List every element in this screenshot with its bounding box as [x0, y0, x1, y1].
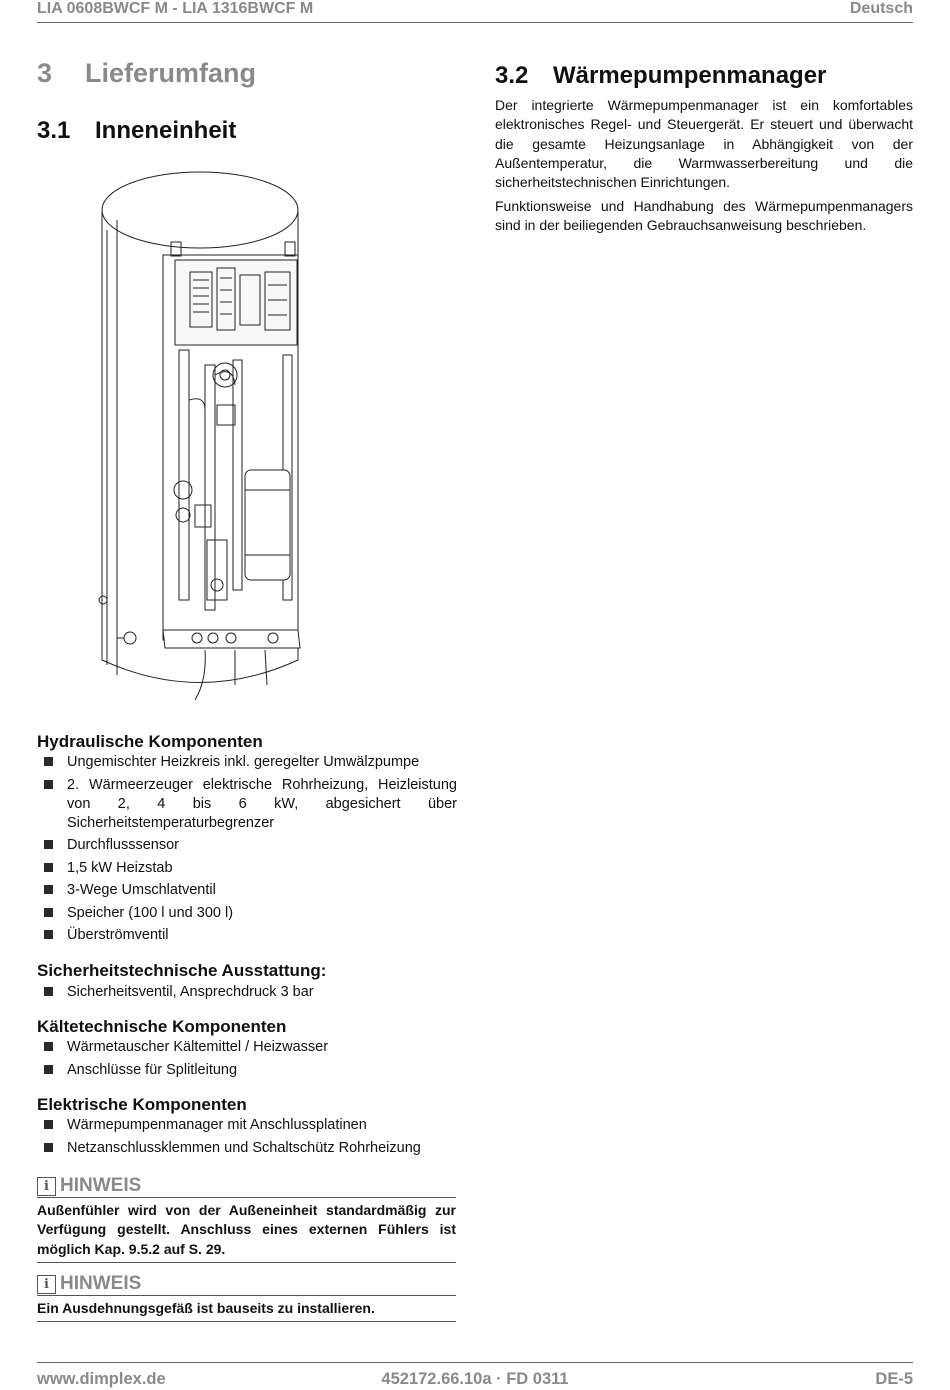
group-hydraulic-title: Hydraulische Komponenten	[37, 732, 263, 751]
list-item: Ungemischter Heizkreis inkl. geregelter Umwälzpumpe	[37, 753, 457, 772]
chapter-number: 3	[37, 58, 53, 88]
notice-title: HINWEIS	[60, 1175, 142, 1196]
chapter-heading	[37, 58, 256, 89]
notice-title-row	[37, 1273, 456, 1295]
bullet-icon	[44, 908, 53, 917]
group-refrigeration-list	[37, 1038, 457, 1083]
bullet-icon	[44, 757, 53, 766]
bullet-icon	[44, 1143, 53, 1152]
chapter-title: Lieferumfang	[85, 58, 257, 88]
info-icon: i	[37, 1177, 56, 1196]
bullet-icon	[44, 1120, 53, 1129]
footer-website-link[interactable]: www.dimplex.de	[37, 1370, 166, 1388]
list-item: Wärmepumpenmanager mit Anschlussplatinen	[37, 1116, 457, 1135]
bullet-icon	[44, 885, 53, 894]
section-3-2-paragraph-2: Funktionsweise und Handhabung des Wärmepumpenmanagers sind in der beiliegenden Gebrauchsanweisung beschrieben.	[495, 198, 913, 234]
group-electrical-list	[37, 1116, 457, 1161]
bullet-icon	[44, 987, 53, 996]
bullet-icon	[44, 930, 53, 939]
list-item: 3-Wege Umschlatventil	[37, 881, 457, 900]
page-header	[37, 0, 913, 23]
bullet-icon	[44, 780, 53, 789]
bullet-icon	[44, 840, 53, 849]
footer-page-number: DE-5	[875, 1370, 913, 1388]
info-icon: i	[37, 1275, 56, 1294]
notice-divider	[37, 1321, 456, 1322]
footer-document-id: 452172.66.10a · FD 0311	[381, 1370, 569, 1388]
section-3-1-title: Inneneinheit	[95, 117, 237, 144]
section-3-2-title: Wärmepumpenmanager	[553, 62, 827, 89]
list-item: Speicher (100 l und 300 l)	[37, 904, 457, 923]
list-item: Netzanschlussklemmen und Schaltschütz Rohrheizung	[37, 1139, 457, 1158]
notice-outdoor-sensor	[37, 1175, 456, 1263]
group-safety-title: Sicherheitstechnische Ausstattung:	[37, 961, 327, 980]
group-electrical-title: Elektrische Komponenten	[37, 1095, 247, 1114]
bullet-icon	[44, 1065, 53, 1074]
list-item: Anschlüsse für Splitleitung	[37, 1061, 457, 1080]
notice-expansion-vessel	[37, 1273, 456, 1322]
notice-text: Außenfühler wird von der Außeneinheit standardmäßig zur Verfügung gestellt. Anschluss eines externen Fühlers ist möglich Kap. 9.5.2 auf S. 29.	[37, 1202, 456, 1257]
list-item: Sicherheitsventil, Ansprechdruck 3 bar	[37, 983, 457, 1002]
notice-title-row	[37, 1175, 456, 1197]
list-item: 1,5 kW Heizstab	[37, 859, 457, 878]
bullet-icon	[44, 1042, 53, 1051]
group-refrigeration-title: Kältetechnische Komponenten	[37, 1017, 287, 1036]
page-footer	[37, 1362, 913, 1390]
section-3-1-heading	[37, 117, 236, 145]
notice-divider	[37, 1262, 456, 1263]
section-3-2-number: 3.2	[495, 62, 529, 89]
bullet-icon	[44, 863, 53, 872]
section-3-2-paragraph-1: Der integrierte Wärmepumpenmanager ist ein komfortables elektronisches Regel- und Steuergerät. Er steuert und überwacht die gesamte Heizungsanlage in Abhängigkeit von der Außentemperatur, die Warmwasserbereitung und die sicherheitstechnischen Einrichtungen.	[495, 97, 913, 191]
list-item: Durchflusssensor	[37, 836, 457, 855]
section-3-1-number: 3.1	[37, 117, 71, 144]
section-3-2-heading	[495, 62, 826, 90]
list-item: Überströmventil	[37, 926, 457, 945]
notice-title: HINWEIS	[60, 1273, 142, 1294]
header-model: LIA 0608BWCF M - LIA 1316BWCF M	[37, 0, 314, 17]
indoor-unit-illustration	[95, 160, 320, 705]
header-language: Deutsch	[849, 0, 913, 17]
group-safety-list	[37, 983, 457, 1006]
notice-text: Ein Ausdehnungsgefäß ist bauseits zu installieren.	[37, 1300, 375, 1316]
list-item: Wärmetauscher Kältemittel / Heizwasser	[37, 1038, 457, 1057]
list-item: 2. Wärmeerzeuger elektrische Rohrheizung, Heizleistung von 2, 4 bis 6 kW, abgesichert über Sicherheitstemperaturbegrenzer	[37, 776, 457, 833]
group-hydraulic-list	[37, 753, 457, 949]
